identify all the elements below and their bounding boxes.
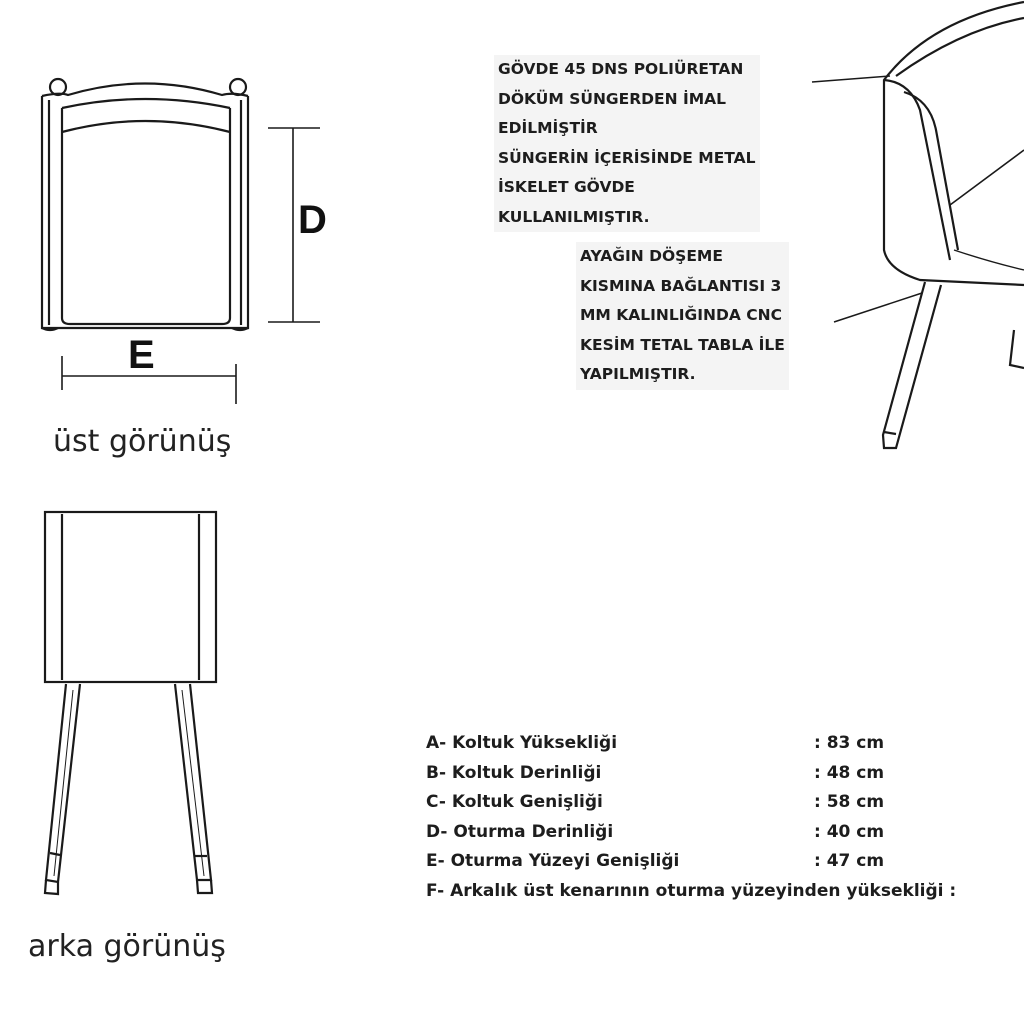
note-line: KESİM TETAL TABLA İLE [580, 335, 785, 354]
note-line: KULLANILMIŞTIR. [498, 207, 650, 226]
note-line: GÖVDE 45 DNS POLIÜRETAN [498, 60, 744, 78]
note-leader-lines [812, 76, 922, 322]
spec-name: E- Oturma Yüzeyi Genişliği [426, 851, 680, 872]
top-view-drawing [42, 79, 248, 330]
body-material-note [494, 55, 760, 232]
spec-value: : 40 cm [814, 821, 885, 842]
top-view-caption: üst görünüş [53, 424, 232, 459]
perspective-chair-drawing [883, 2, 1024, 448]
note-line: EDİLMİŞTİR [498, 119, 598, 137]
spec-name: D- Oturma Derinliği [426, 821, 614, 842]
spec-name: F- Arkalık üst kenarının oturma yüzeyinden yüksekliği : [426, 880, 957, 901]
dimension-d-label: D [298, 198, 327, 242]
note-line: MM KALINLIĞINDA CNC [580, 306, 782, 324]
spec-name: B- Koltuk Derinliği [426, 762, 602, 783]
note-line: AYAĞIN DÖŞEME [580, 247, 723, 265]
note-line: İSKELET GÖVDE [498, 178, 635, 196]
spec-value: : 58 cm [814, 792, 885, 813]
note-line: YAPILMIŞTIR. [580, 365, 696, 383]
spec-name: C- Koltuk Genişliği [426, 792, 603, 813]
back-view-drawing [45, 512, 216, 894]
spec-name: A- Koltuk Yüksekliği [426, 733, 618, 753]
dimension-e-label: E [128, 333, 155, 377]
spec-value: : 47 cm [814, 851, 885, 872]
spec-value: : 83 cm [814, 733, 885, 753]
note-line: KISMINA BAĞLANTISI 3 [580, 276, 782, 295]
note-line: SÜNGERİN İÇERİSİNDE METAL [498, 148, 756, 167]
back-view-caption: arka görünüş [28, 929, 226, 964]
note-line: DÖKÜM SÜNGERDEN İMAL [498, 89, 727, 108]
leg-connection-note [576, 242, 789, 390]
spec-value: : 48 cm [814, 762, 885, 783]
